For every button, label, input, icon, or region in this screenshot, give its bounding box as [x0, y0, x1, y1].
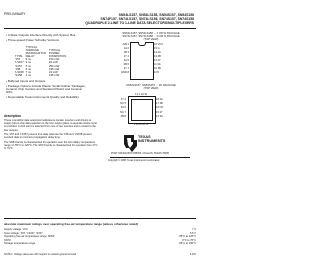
pin-label: 15 4Y [156, 110, 163, 114]
rating-label: Supply voltage, VCC [4, 228, 28, 231]
pin-label: 14 3A [156, 114, 163, 118]
package-note: (TOP VIEW) [143, 87, 159, 91]
description-heading: description [4, 114, 22, 118]
table-cell: 7 ns [25, 69, 31, 74]
rating-value: 7 V [192, 228, 196, 231]
table-cell: 49 mW [48, 60, 58, 65]
pin-label: 15 G [154, 47, 160, 50]
rating-row [4, 242, 196, 246]
table-cell: 9 ns [25, 60, 31, 65]
description-paragraph: The '157 and 'LS157 present true data whereas the '158 and 'LS158 present inverted data to minimize propagation delay time. [4, 133, 92, 140]
table-cell: 'S158 [15, 72, 23, 77]
pin-label: 16 VCC [154, 43, 164, 46]
pin-label: 2A 5 [123, 59, 129, 62]
bullet-list [6, 34, 88, 43]
pin-label: GND 8 [121, 71, 129, 74]
pin-label: 13 4B [154, 55, 161, 58]
fk-package-inner [131, 99, 153, 121]
fk-package-notes [110, 84, 192, 90]
table-cell: 195 mW [48, 72, 60, 77]
dip-package-notes [110, 32, 192, 41]
table-cell: 'LS157 [15, 60, 24, 65]
feature-item: • Package Options Include Plastic 'Small Outline' Packages, Ceramic Chip Carriers and Standard Plastic and Ceramic DIPs [6, 83, 86, 95]
pin-label: 1A 2 [123, 47, 129, 50]
pin-label: 17 4B [156, 102, 163, 106]
table-cell: 195 mW [48, 66, 60, 71]
table-header: TYPICAL AVERAGE PROPAGATION DELAY [25, 45, 46, 59]
pin-label: 1B 3 [123, 51, 129, 54]
pin-label: 9 3Y [154, 71, 160, 74]
package-note: (TOP VIEW) [143, 38, 159, 42]
abs-max-ratings [4, 228, 196, 246]
pin-label: 2Y 7 [123, 67, 129, 70]
feature-item: • Buffered Inputs and Outputs [6, 79, 46, 83]
speed-power-table [14, 46, 68, 77]
rating-label: SN74' [4, 238, 11, 242]
table-cell: '158 [15, 66, 21, 71]
feature-text: Package Options Include Plastic 'Small Outline' Packages, Ceramic Chip Carriers and Standard Plastic and Ceramic DIPs [6, 83, 86, 95]
rating-value: -55°C to 125°C [178, 235, 196, 239]
rating-label: Operating free-air temperature range: SN54' [4, 235, 55, 239]
table-cell: 150 mW [48, 57, 60, 62]
rating-value: 0°C to 70°C [182, 238, 196, 242]
description-paragraph: These monolithic data selectors/multiplexers contain inverters and drivers to supply full on-chip data selection to the four output gates. A separate strobe input is provided. A 4-bit word is selected from one of two sources and is routed to the four outputs. [4, 119, 97, 132]
table-header: TYPE [15, 54, 23, 59]
bullet-item: • 3-State Outputs Interface Directly with System Bus [6, 33, 76, 37]
feature-list [6, 80, 86, 101]
pin-label: 18 4A [156, 98, 163, 101]
pin-label: 1Y 4 [120, 98, 126, 101]
table-cell: 5 ns [25, 63, 31, 68]
pin-label: 11 3A [154, 63, 161, 66]
document-title [85, 14, 194, 26]
bullet-item: • Three-speed Power Schottky Versions [6, 37, 59, 42]
table-cell: 4 ns [25, 72, 31, 77]
table-header: TYPICAL POWER DISSIPATION [48, 48, 67, 59]
pin-label: A/B 1 [122, 43, 129, 46]
feature-text: Buffered Inputs and Outputs [7, 79, 46, 83]
abs-max-heading: absolute maximum ratings over operating free-air temperature range (unless otherwise noted) [4, 222, 139, 226]
rating-label: Storage temperature range [4, 242, 36, 246]
feature-item: • Dependable Texas Instruments Quality and Reliability [6, 95, 79, 99]
company-address: POST OFFICE BOX 655303 • DALLAS, TEXAS 75265 [110, 152, 170, 155]
fk-top-pins: 3 2 1 20 19 [135, 93, 147, 96]
fk-bottom-pins: 9 10 11 12 13 [133, 123, 149, 126]
table-cell: 250 mW [48, 63, 60, 68]
title-rule [4, 28, 196, 29]
footnote: NOTE 1: Voltage values are with respect to network ground terminal. [4, 253, 77, 256]
bullet-text: 3-State Outputs Interface Directly with System Bus [7, 33, 76, 37]
revision-label: PRELIMINARY [4, 12, 26, 16]
pin-label: 16 NC [156, 106, 164, 110]
page-number: 2-457 [189, 253, 196, 256]
pin-label: NC 7 [120, 110, 126, 114]
table-cell: 'S157 [15, 63, 23, 68]
fk-left-pins [106, 98, 126, 119]
package-note: SN54LS157, SN54LS158 ... J OR W PACKAGE [122, 32, 180, 35]
rating-value: 5.5 V [189, 231, 196, 235]
logo-line: INSTRUMENTS [138, 139, 166, 144]
dip-right-pins [154, 43, 174, 75]
pin-label: NC 5 [120, 102, 126, 106]
rating-label: Input voltage: '157, 'LS157, 'S157 [4, 231, 43, 235]
title-line: SN74F157, SN74LS157, SN74LS158, SN74S157, SN74S158 [100, 16, 194, 21]
description-body [4, 119, 98, 152]
section-rule [4, 218, 196, 219]
bullet-text: Three-speed Power Schottky Versions [7, 37, 59, 42]
table-cell: 9 ns [25, 57, 31, 62]
copyright-notice: Copyright © 1988, Texas Instruments Incorporated [108, 160, 160, 162]
package-note: SN74LS157, SN74LS158 ... D OR N PACKAGE [122, 35, 180, 39]
feature-text: Dependable Texas Instruments Quality and Reliability [7, 95, 79, 99]
title-line: SN54LS157, SN54LS158, SN54S157, SN54S158 [118, 13, 194, 17]
package-note: SN54LS157, SN54S157 ... FK PACKAGE [126, 84, 176, 87]
pin-label: 2B 6 [123, 63, 129, 66]
pin-label: 2A 6 [120, 106, 126, 110]
table-row [14, 74, 68, 77]
table-cell: '157 [15, 57, 21, 62]
dip-package-body [130, 42, 154, 80]
table-cell: 'LS158 [15, 69, 24, 74]
logo-wordmark [138, 135, 165, 144]
pin-label: 12 4Y [154, 59, 161, 62]
rating-value: -65°C to 150°C [178, 242, 196, 246]
pin-label: 10 3B [154, 67, 161, 70]
dip-notch [138, 42, 146, 46]
pin-label: 1Y 4 [123, 55, 129, 58]
pin-label: 2B 8 [120, 114, 126, 118]
dip-left-pins [109, 43, 129, 75]
title-line: QUADRUPLE 2-LINE TO 1-LINE DATA SELECTORS/MULTIPLEXERS [85, 20, 194, 25]
description-paragraph: The SN54 family is characterized for operation over the full military temperature range of -55°C to 125°C. The SN74 family is characterized for operation from 0°C to 70°C. [4, 141, 98, 151]
table-cell: 6 ns [25, 66, 31, 71]
pin-label: 14 4A [154, 51, 161, 54]
fk-right-pins [156, 98, 176, 119]
table-cell: 24 mW [48, 69, 58, 74]
table-header-row [14, 46, 68, 58]
logo-line: TEXAS [138, 135, 151, 139]
